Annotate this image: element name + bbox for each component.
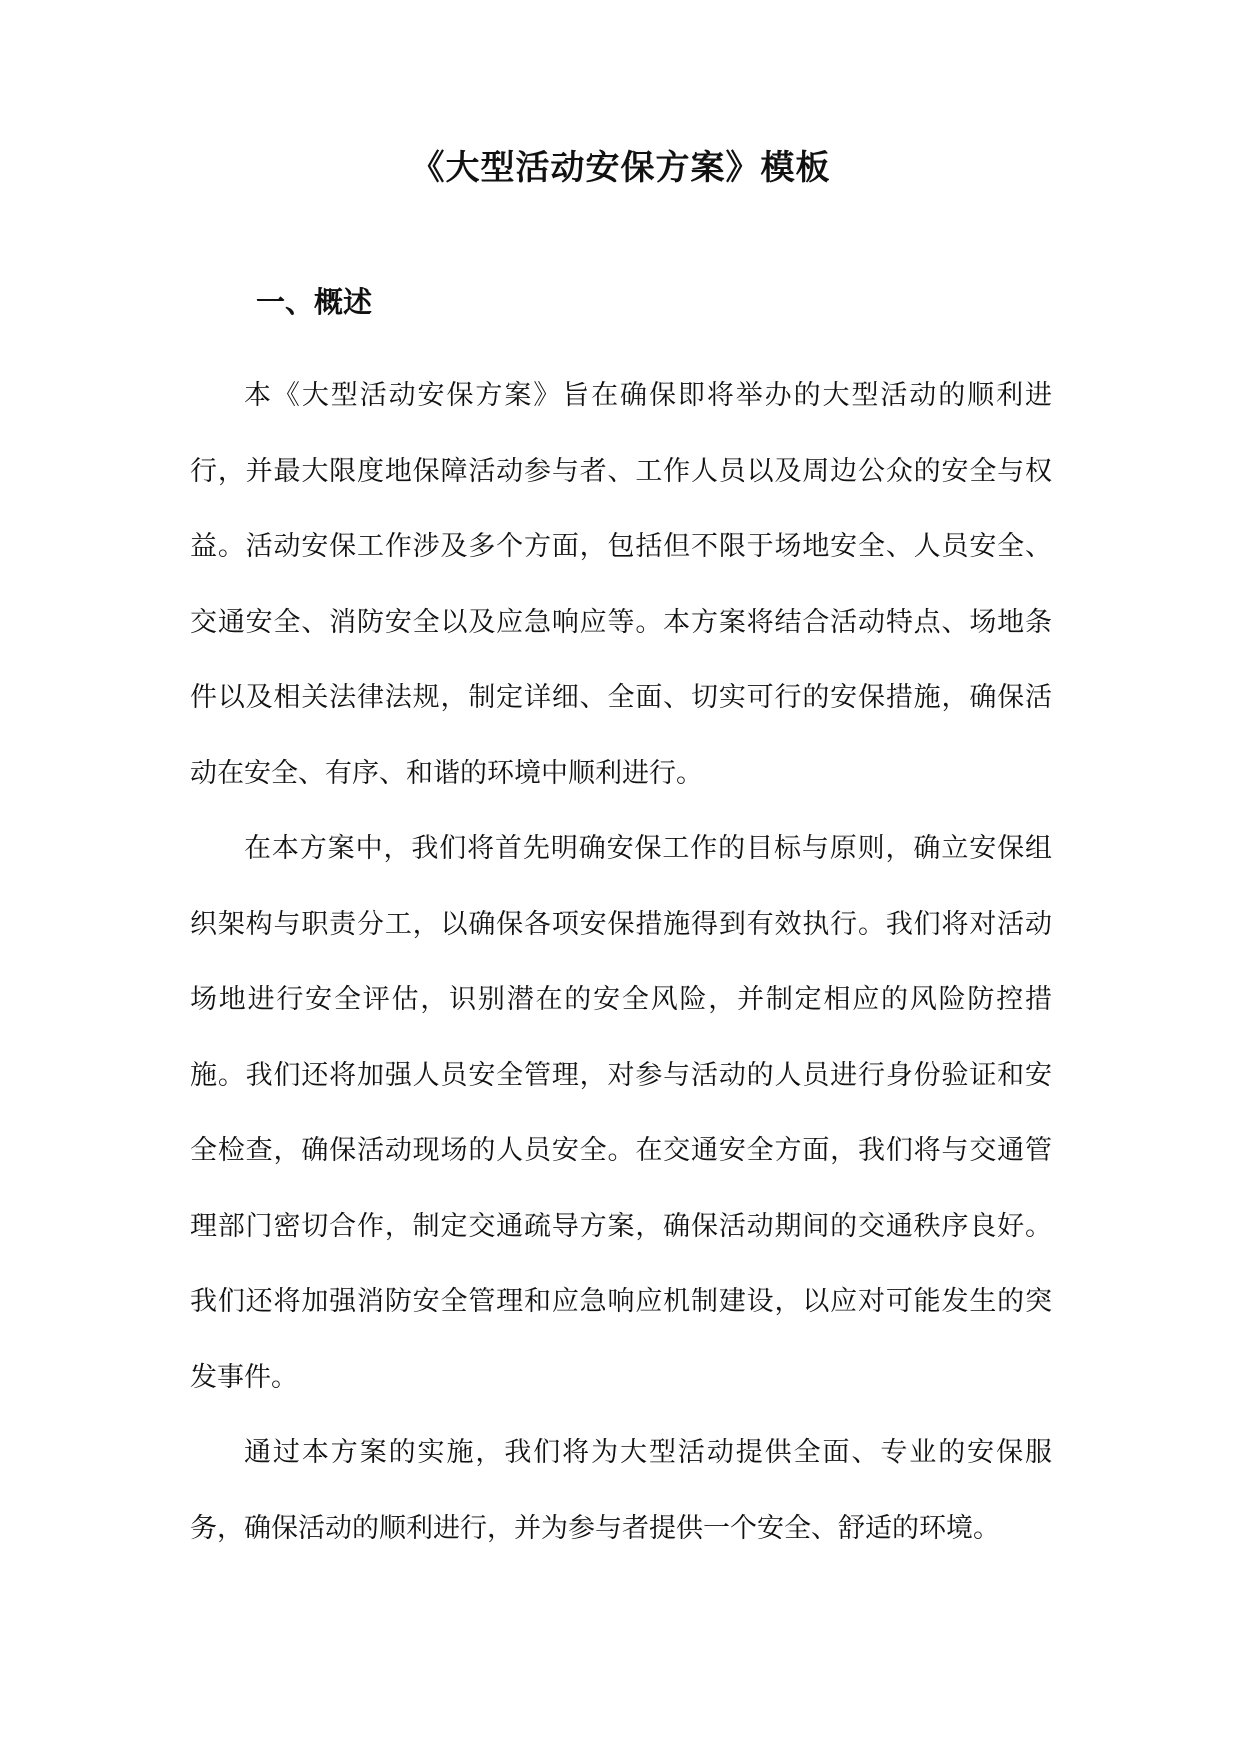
section-heading-overview: 一、概述: [256, 285, 373, 319]
paragraph-3: 通过本方案的实施，我们将为大型活动提供全面、专业的安保服务，确保活动的顺利进行，并为参与者提供一个安全、舒适的环境。: [190, 1437, 1052, 1544]
paragraph-1: 本《大型活动安保方案》旨在确保即将举办的大型活动的顺利进行，并最大限度地保障活动参与者、工作人员以及周边公众的安全与权益。活动安保工作涉及多个方面，包括但不限于场地安全、人员安全、交通安全、消防安全以及应急响应等。本方案将结合活动特点、场地条件以及相关法律法规，制定详细、全面、切实可行的安保措施，确保活动在安全、有序、和谐的环境中顺利进行。: [190, 380, 1052, 789]
document-title: 《大型活动安保方案》模板: [410, 148, 831, 188]
paragraph-2: 在本方案中，我们将首先明确安保工作的目标与原则，确立安保组织架构与职责分工，以确保各项安保措施得到有效执行。我们将对活动场地进行安全评估，识别潜在的安全风险，并制定相应的风险防控措施。我们还将加强人员安全管理，对参与活动的人员进行身份验证和安全检查，确保活动现场的人员安全。在交通安全方面，我们将与交通管理部门密切合作，制定交通疏导方案，确保活动期间的交通秩序良好。我们还将加强消防安全管理和应急响应机制建设，以应对可能发生的突发事件。: [190, 833, 1052, 1393]
